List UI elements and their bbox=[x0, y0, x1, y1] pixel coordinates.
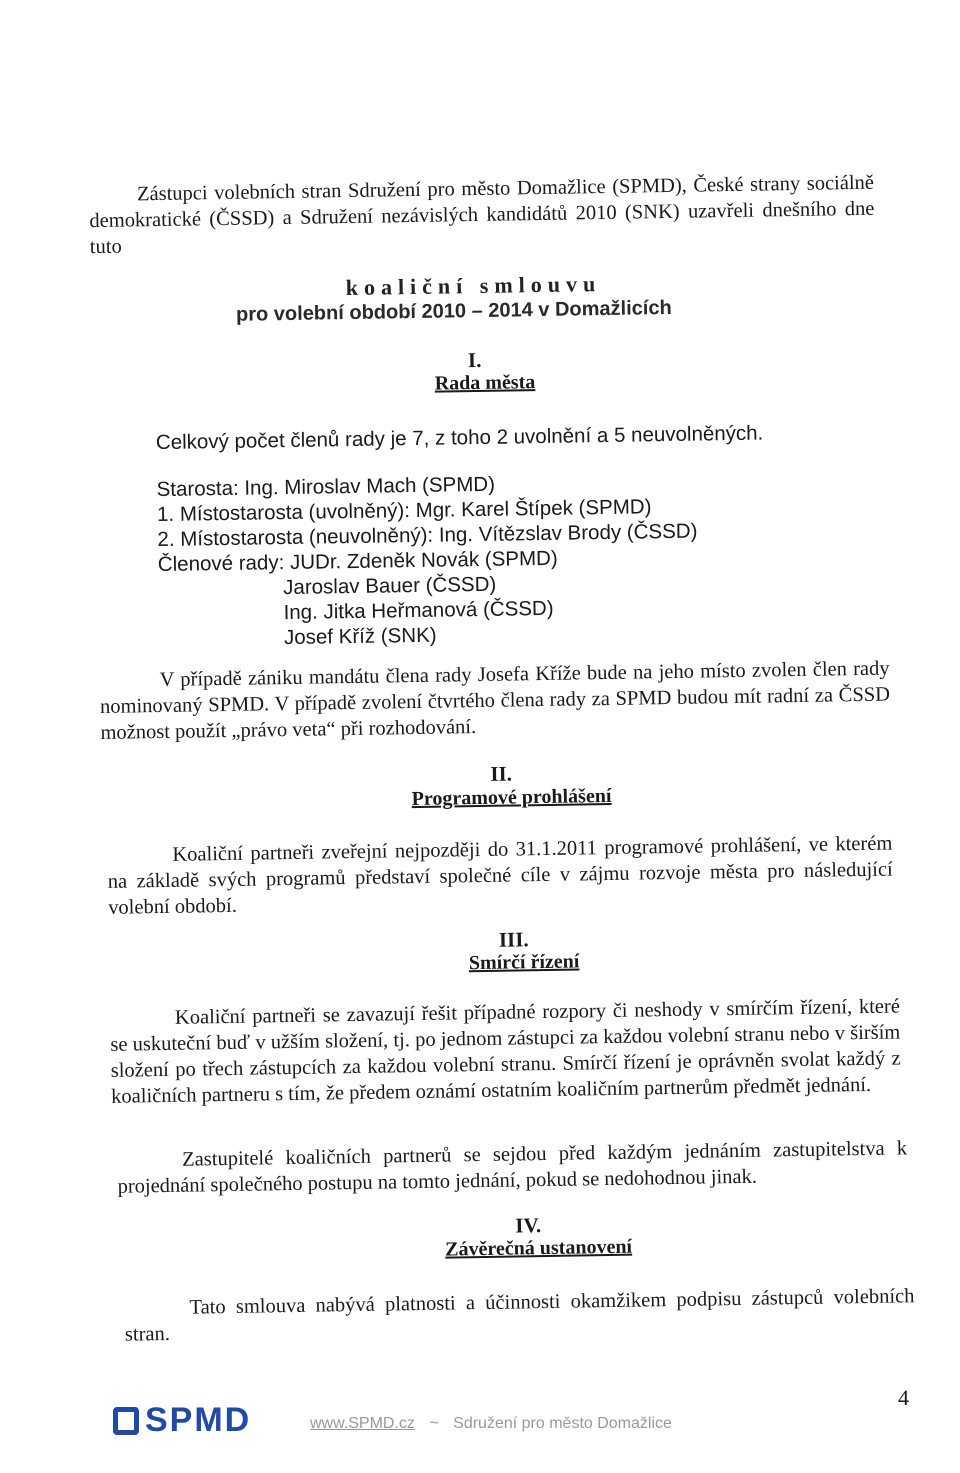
rada-mistostarosta-1: 1. Místostarosta (uvolněný): Mgr. Karel Štípek (SPMD) bbox=[156, 495, 652, 527]
footer-separator: ~ bbox=[429, 1415, 439, 1432]
section-heading-3: Smírčí řízení bbox=[468, 950, 580, 975]
spmd-logo-mark-icon bbox=[113, 1407, 139, 1435]
intro-paragraph: Zástupci volebních stran Sdružení pro město Domažlice (SPMD), České strany sociálně demokratické (ČSSD) a Sdružení nezávislých kandidátů 2010 (SNK) uzavřeli dnešního dne tuto bbox=[89, 171, 875, 259]
footer-org-name: Sdružení pro město Domažlice bbox=[453, 1415, 672, 1432]
section-number-2: II. bbox=[490, 761, 513, 786]
rada-zanik-paragraph: V případě zániku mandátu člena rady Josefa Kříže bude na jeho místo zvolen člen rady nominovaný SPMD. V případě zvolení čtvrtého člena rady za SPMD budou mít radní za ČSSD možnost použít „právo veta“ při rozhodování. bbox=[99, 657, 891, 744]
section-heading-4: Závěrečná ustanovení bbox=[445, 1235, 633, 1261]
spmd-logo-text: SPMD bbox=[145, 1401, 252, 1439]
rada-clen: Josef Kříž (SNK) bbox=[283, 623, 437, 650]
page-number: 4 bbox=[898, 1385, 909, 1410]
programove-paragraph: Koaliční partneři zveřejní nejpozději do 31.1.2011 programové prohlášení, ve kterém na základě svých programů představí společné cíle v zájmu rozvoje města pro následující volební období. bbox=[107, 832, 893, 919]
section-number-3: III. bbox=[498, 927, 529, 952]
rada-clen: Jaroslav Bauer (ČSSD) bbox=[283, 572, 497, 600]
spmd-logo bbox=[113, 1401, 251, 1440]
document-subtitle: pro volební období 2010 – 2014 v Domažlicích bbox=[235, 296, 672, 326]
footer-url-link[interactable]: www.SPMD.cz bbox=[310, 1415, 415, 1432]
rada-clenove-label: Členové rady: JUDr. Zdeněk Novák (SPMD) bbox=[157, 546, 558, 577]
rada-clen: Ing. Jitka Heřmanová (ČSSD) bbox=[283, 596, 554, 625]
rada-count: Celkový počet členů rady je 7, z toho 2 uvolnění a 5 neuvolněných. bbox=[155, 421, 764, 455]
document-title: koaliční smlouvu bbox=[345, 271, 602, 301]
section-heading-1: Rada města bbox=[434, 371, 536, 395]
footer-link-line bbox=[310, 1415, 672, 1433]
section-number-1: I. bbox=[467, 347, 482, 373]
zaverecna-paragraph: Tato smlouva nabývá platnosti a účinnosti okamžikem podpisu zástupců volebních stran. bbox=[124, 1285, 915, 1346]
section-number-4: IV. bbox=[515, 1213, 542, 1238]
rada-starosta: Starosta: Ing. Miroslav Mach (SPMD) bbox=[156, 472, 496, 502]
smirci-paragraph-1: Koaliční partneři se zavazují řešit případné rozpory či neshody v smírčím řízení, které se uskuteční buď v užším složení, tj. po jednom zástupci za každou volební stranu nebo v širším složení po třech zástupcích za každou volební stranu. Smírčí řízení je oprávněn svolat každý z koaličních partneru s tím, že předem oznámí ostatním koaličním partnerům předmět jednání. bbox=[110, 995, 901, 1108]
smirci-paragraph-2: Zastupitelé koaličních partnerů se sejdou před každým jednáním zastupitelstva k projednání společného postupu na tomto jednání, pokud se nedohodnou jinak. bbox=[117, 1137, 908, 1198]
page-footer bbox=[0, 1395, 960, 1445]
section-heading-2: Programové prohlášení bbox=[411, 784, 612, 811]
rada-mistostarosta-2: 2. Místostarosta (neuvolněný): Ing. Vítězslav Brody (ČSSD) bbox=[157, 519, 698, 552]
